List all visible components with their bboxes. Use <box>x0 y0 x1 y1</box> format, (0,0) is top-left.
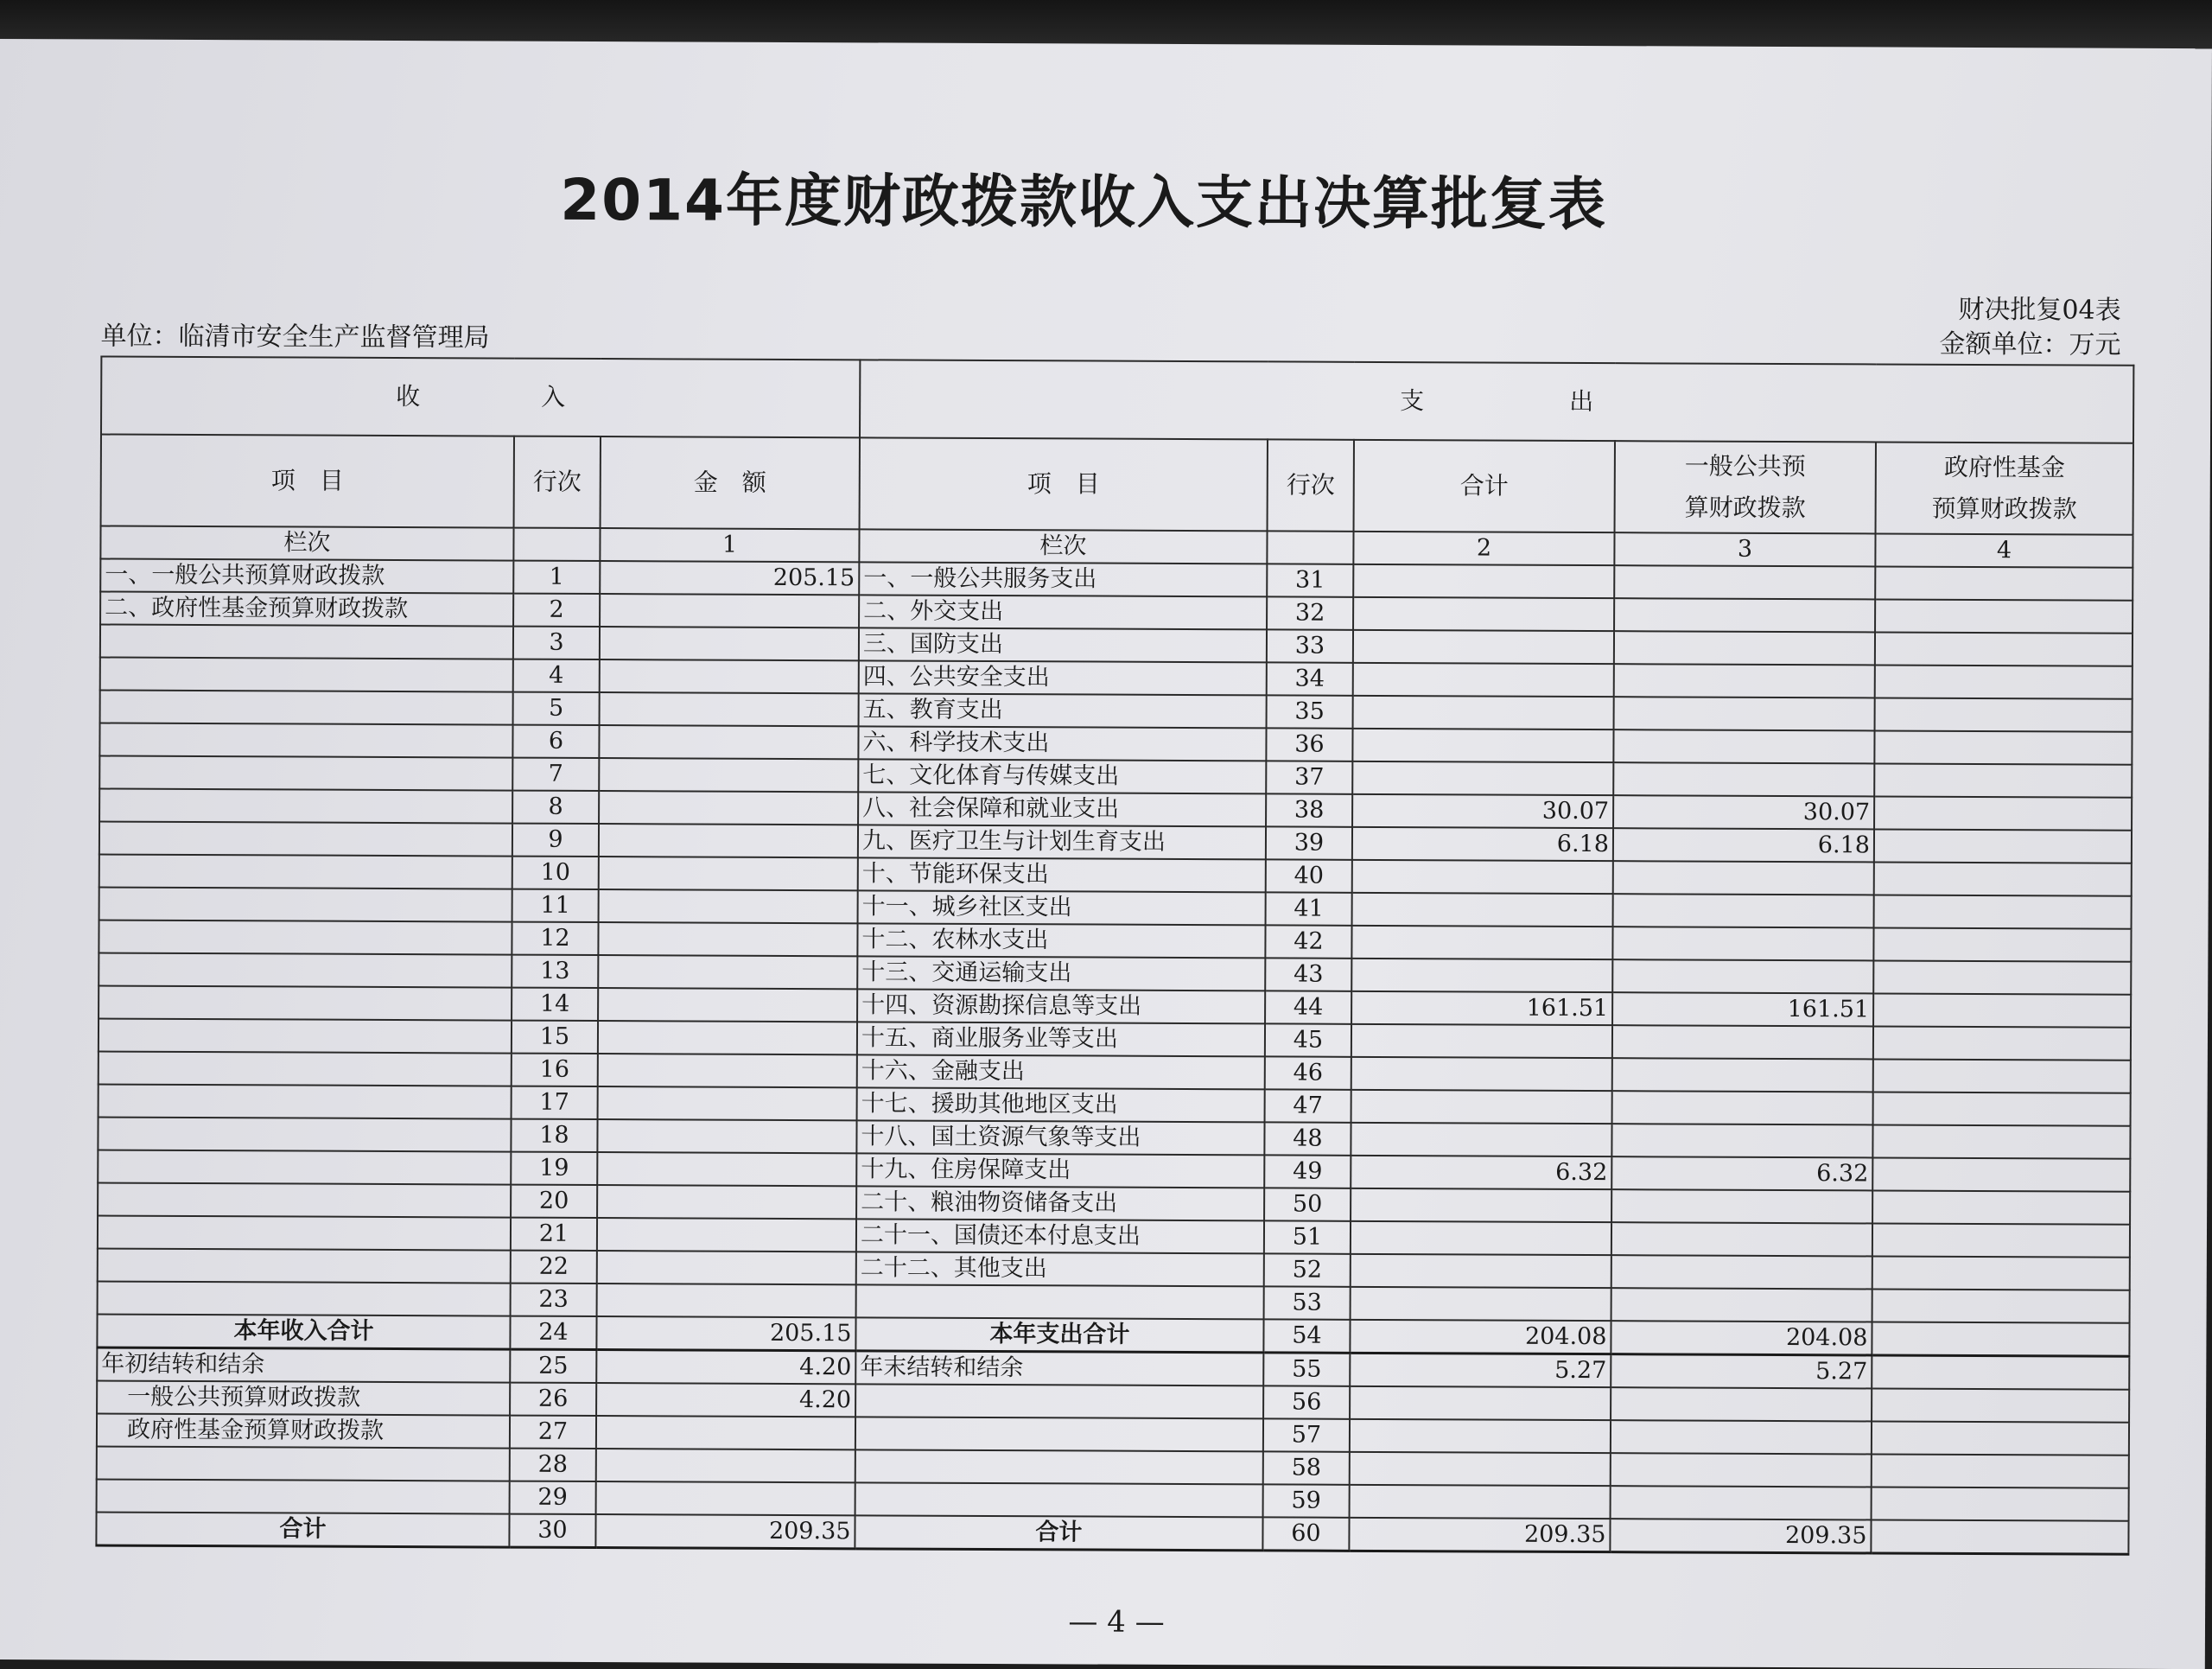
income-row-no-cell: 16 <box>512 1054 598 1086</box>
expense-row-no-cell: 39 <box>1266 826 1352 859</box>
gov-fund-cell <box>1875 632 2133 666</box>
income-item-cell: 政府性基金预算财政拨款 <box>97 1414 510 1449</box>
income-amount-cell: 205.15 <box>596 1316 855 1351</box>
income-row-no-cell: 19 <box>511 1152 597 1185</box>
unit-label: 单位：临清市安全生产监督管理局 <box>100 321 490 354</box>
income-item-cell <box>99 920 512 955</box>
expense-row-no-cell: 41 <box>1266 892 1352 925</box>
income-amount-cell <box>597 1152 856 1186</box>
income-item-cell: 本年收入合计 <box>97 1315 510 1350</box>
income-item-cell: 二、政府性基金预算财政拨款 <box>100 592 513 627</box>
gov-fund-cell <box>1872 1256 2130 1290</box>
gov-fund-cell <box>1875 599 2133 633</box>
income-row-no-cell: 20 <box>511 1185 597 1218</box>
expense-item-cell: 三、国防支出 <box>859 627 1267 662</box>
income-amount-cell <box>599 791 858 825</box>
general-budget-header-line1: 一般公共预 <box>1684 451 1806 481</box>
expense-item-header: 项 目 <box>860 437 1268 531</box>
income-row-no-cell: 13 <box>512 955 598 988</box>
expense-row-no-cell: 46 <box>1265 1056 1351 1089</box>
expense-row-no-cell: 32 <box>1267 596 1353 629</box>
total-cell <box>1352 893 1613 927</box>
gov-fund-cell <box>1873 960 2131 994</box>
general-budget-cell <box>1612 1058 1873 1092</box>
expense-row-no-cell: 60 <box>1262 1517 1349 1551</box>
income-row-no-cell: 30 <box>509 1514 595 1548</box>
income-amount-cell <box>600 594 859 627</box>
income-row-no-header: 行次 <box>514 436 601 528</box>
income-row-no-cell: 12 <box>512 922 598 955</box>
income-item-cell: 合计 <box>96 1513 509 1548</box>
expense-item-cell: 九、医疗卫生与计划生育支出 <box>858 825 1266 859</box>
income-amount-cell <box>599 889 858 923</box>
expense-item-cell: 年末结转和结余 <box>855 1351 1263 1386</box>
income-amount-cell <box>597 1185 856 1219</box>
expense-section-header: 支 出 <box>860 360 2133 443</box>
col-num-2: 2 <box>1353 532 1614 565</box>
income-item-cell <box>99 756 512 791</box>
gov-fund-cell <box>1872 1124 2130 1158</box>
expense-row-no-cell: 54 <box>1263 1319 1350 1353</box>
gov-fund-cell <box>1874 730 2132 764</box>
total-cell <box>1353 696 1614 729</box>
expense-row-no-cell: 44 <box>1265 991 1351 1023</box>
income-row-no-cell: 8 <box>512 791 599 824</box>
total-cell <box>1352 860 1613 894</box>
income-item-cell <box>98 1183 511 1218</box>
gov-fund-cell <box>1872 1289 2130 1322</box>
col-num-blank <box>1267 531 1353 564</box>
total-cell <box>1350 1386 1611 1420</box>
general-budget-cell: 161.51 <box>1612 992 1873 1026</box>
total-cell: 161.51 <box>1351 991 1612 1025</box>
expense-item-cell: 一、一般公共服务支出 <box>859 562 1267 596</box>
general-budget-cell <box>1611 1124 1872 1157</box>
income-section-header: 收 入 <box>101 357 860 438</box>
general-budget-cell <box>1611 1387 1872 1421</box>
income-row-no-cell: 25 <box>510 1349 596 1383</box>
income-row-no-cell: 26 <box>510 1383 596 1416</box>
expense-row-no-cell: 40 <box>1266 859 1352 892</box>
income-amount-cell <box>598 988 857 1022</box>
general-budget-cell <box>1614 697 1875 730</box>
expense-item-cell: 二、外交支出 <box>859 595 1267 629</box>
column-header-row <box>101 435 2133 535</box>
income-amount-cell <box>597 1119 856 1153</box>
col-num-3: 3 <box>1614 532 1875 566</box>
total-cell <box>1353 597 1614 631</box>
income-item-cell <box>99 953 512 988</box>
total-cell <box>1351 1254 1611 1288</box>
general-budget-cell <box>1611 1255 1872 1289</box>
general-budget-cell <box>1611 1222 1872 1256</box>
income-item-cell <box>98 1150 511 1185</box>
gov-fund-cell <box>1873 1059 2131 1092</box>
income-amount-cell: 4.20 <box>596 1350 855 1385</box>
money-unit-label: 金额单位：万元 <box>1939 328 2121 360</box>
gov-fund-header <box>1876 442 2133 534</box>
expense-item-cell <box>855 1449 1263 1484</box>
income-item-cell <box>100 625 513 659</box>
general-budget-cell: 6.32 <box>1611 1156 1872 1190</box>
general-budget-cell: 5.27 <box>1611 1354 1872 1389</box>
income-amount-cell <box>600 692 859 726</box>
expense-item-cell: 四、公共安全支出 <box>859 660 1267 695</box>
gov-fund-header-line1: 政府性基金 <box>1943 452 2065 482</box>
gov-fund-cell <box>1873 1092 2131 1125</box>
income-item-cell: 一般公共预算财政拨款 <box>97 1381 510 1416</box>
expense-item-cell: 十、节能环保支出 <box>858 857 1266 892</box>
income-item-cell <box>99 855 512 889</box>
expense-item-cell: 十四、资源勘探信息等支出 <box>857 989 1265 1023</box>
general-budget-cell <box>1613 762 1874 796</box>
col-label-expense: 栏次 <box>859 529 1267 564</box>
total-cell <box>1351 926 1612 959</box>
general-budget-cell <box>1612 959 1873 993</box>
general-budget-cell <box>1614 664 1875 698</box>
gov-fund-cell <box>1872 1388 2129 1422</box>
general-budget-cell <box>1612 927 1873 960</box>
expense-row-no-cell: 45 <box>1265 1023 1351 1056</box>
expense-item-cell: 六、科学技术支出 <box>858 726 1266 761</box>
gov-fund-cell <box>1872 1322 2129 1356</box>
general-budget-header-line2: 算财政拨款 <box>1684 493 1806 523</box>
income-item-cell <box>99 1085 512 1119</box>
expense-item-cell: 本年支出合计 <box>855 1317 1263 1353</box>
income-row-no-cell: 21 <box>511 1218 597 1251</box>
income-row-no-cell: 4 <box>513 659 600 692</box>
gov-fund-cell <box>1875 665 2133 698</box>
gov-fund-cell <box>1874 763 2132 797</box>
general-budget-header <box>1615 441 1876 533</box>
expense-row-no-cell: 38 <box>1266 793 1352 826</box>
income-row-no-cell: 9 <box>512 824 599 857</box>
total-cell <box>1353 663 1614 697</box>
general-budget-cell <box>1614 598 1875 632</box>
expense-row-no-cell: 56 <box>1263 1386 1350 1418</box>
section-header-row <box>101 357 2133 443</box>
total-cell: 5.27 <box>1350 1353 1611 1387</box>
expense-row-no-cell: 36 <box>1266 728 1352 761</box>
expense-row-no-cell: 57 <box>1263 1418 1350 1451</box>
general-budget-cell: 30.07 <box>1613 795 1874 829</box>
expense-item-cell: 十一、城乡社区支出 <box>858 890 1266 925</box>
income-row-no-cell: 3 <box>513 627 600 659</box>
gov-fund-cell <box>1872 1190 2130 1224</box>
general-budget-cell: 204.08 <box>1611 1321 1872 1355</box>
col-num-blank <box>513 528 600 561</box>
income-amount-cell <box>596 1481 855 1515</box>
expense-item-cell: 十八、国土资源气象等支出 <box>856 1120 1264 1155</box>
income-amount-cell <box>597 1218 856 1252</box>
page-title: 2014年度财政拨款收入支出决算批复表 <box>560 166 1608 239</box>
general-budget-cell <box>1612 1025 1873 1059</box>
expense-row-no-cell: 52 <box>1264 1253 1351 1286</box>
income-item-cell <box>98 1249 511 1284</box>
income-row-no-cell: 7 <box>512 758 599 791</box>
income-amount-cell <box>598 922 857 956</box>
income-amount-cell <box>598 1086 857 1120</box>
expense-item-cell: 十六、金融支出 <box>857 1054 1265 1089</box>
total-cell <box>1352 729 1613 762</box>
gov-fund-cell <box>1872 1487 2129 1520</box>
total-cell <box>1352 761 1613 795</box>
expense-row-no-cell: 50 <box>1264 1188 1351 1220</box>
general-budget-cell <box>1611 1453 1872 1487</box>
expense-item-cell <box>855 1482 1263 1517</box>
expense-item-cell <box>855 1384 1263 1418</box>
expense-row-no-cell: 35 <box>1267 695 1353 728</box>
expense-row-no-cell: 49 <box>1264 1155 1351 1188</box>
income-amount-cell <box>597 1284 856 1317</box>
income-row-no-cell: 28 <box>510 1449 596 1481</box>
general-budget-cell <box>1613 894 1874 927</box>
gov-fund-cell <box>1875 566 2133 600</box>
income-amount-cell <box>598 1054 857 1087</box>
income-item-cell <box>100 691 513 725</box>
income-row-no-cell: 29 <box>510 1481 596 1514</box>
income-row-no-cell: 11 <box>512 889 599 922</box>
expense-item-cell: 十九、住房保障支出 <box>856 1153 1264 1188</box>
total-cell <box>1351 1221 1611 1255</box>
gov-fund-cell <box>1875 698 2133 731</box>
gov-fund-cell <box>1874 862 2132 895</box>
total-cell <box>1353 630 1614 664</box>
income-item-cell <box>100 658 513 692</box>
income-amount-cell <box>596 1449 855 1482</box>
general-budget-cell <box>1613 861 1874 895</box>
income-amount-cell <box>600 659 859 693</box>
expense-row-no-cell: 47 <box>1265 1089 1351 1122</box>
income-item-cell: 一、一般公共预算财政拨款 <box>100 559 513 594</box>
total-cell: 6.32 <box>1351 1156 1611 1189</box>
gov-fund-header-line2: 预算财政拨款 <box>1931 494 2077 524</box>
gov-fund-cell <box>1874 829 2132 863</box>
expense-item-cell: 二十、粮油物资储备支出 <box>856 1186 1264 1220</box>
document-page <box>0 39 2212 1669</box>
income-item-cell <box>98 1216 511 1251</box>
general-budget-cell <box>1614 565 1875 599</box>
income-amount-cell <box>599 758 858 792</box>
income-item-cell <box>99 888 512 922</box>
income-row-no-cell: 1 <box>513 561 600 594</box>
general-budget-cell <box>1611 1420 1872 1454</box>
income-item-cell <box>99 789 512 824</box>
total-cell: 209.35 <box>1349 1518 1610 1552</box>
income-row-no-cell: 17 <box>512 1086 598 1119</box>
total-cell <box>1350 1452 1611 1486</box>
gov-fund-cell <box>1873 993 2131 1027</box>
total-cell <box>1351 1024 1612 1058</box>
income-row-no-cell: 15 <box>512 1021 598 1054</box>
income-row-no-cell: 14 <box>512 988 598 1021</box>
expense-item-cell: 十七、援助其他地区支出 <box>857 1087 1265 1122</box>
total-cell <box>1353 564 1614 598</box>
income-amount-cell <box>597 1251 856 1284</box>
expense-item-cell: 八、社会保障和就业支出 <box>858 792 1266 826</box>
general-budget-cell <box>1614 631 1875 665</box>
gov-fund-cell <box>1871 1519 2128 1554</box>
total-cell <box>1350 1485 1611 1519</box>
gov-fund-cell <box>1874 895 2132 928</box>
general-budget-cell: 6.18 <box>1613 828 1874 862</box>
expense-row-no-cell: 53 <box>1264 1286 1351 1319</box>
income-amount-cell <box>599 725 858 759</box>
general-budget-cell <box>1611 1189 1872 1223</box>
expense-item-cell: 十三、交通运输支出 <box>857 956 1265 991</box>
expense-row-no-cell: 55 <box>1263 1353 1350 1386</box>
income-row-no-cell: 23 <box>511 1284 597 1316</box>
income-item-cell <box>99 1052 512 1086</box>
income-amount-cell <box>598 1021 857 1054</box>
general-budget-cell <box>1611 1486 1872 1519</box>
total-cell: 6.18 <box>1352 827 1613 861</box>
expense-row-no-cell: 42 <box>1265 925 1351 958</box>
expense-item-cell: 七、文化体育与传媒支出 <box>858 759 1266 793</box>
income-row-no-cell: 18 <box>511 1119 597 1152</box>
income-row-no-cell: 5 <box>513 692 600 725</box>
total-cell <box>1351 1057 1612 1091</box>
income-item-cell: 年初结转和结余 <box>97 1347 510 1383</box>
total-cell <box>1351 1287 1611 1321</box>
income-row-no-cell: 10 <box>512 857 599 889</box>
col-num-4: 4 <box>1875 533 2133 567</box>
total-cell: 30.07 <box>1352 794 1613 828</box>
expense-row-no-cell: 58 <box>1263 1451 1350 1484</box>
total-cell: 204.08 <box>1350 1320 1611 1354</box>
income-item-cell <box>98 1282 511 1316</box>
gov-fund-cell <box>1872 1223 2130 1257</box>
gov-fund-cell <box>1874 796 2132 830</box>
total-cell <box>1351 1123 1611 1156</box>
expense-item-cell <box>855 1417 1263 1451</box>
income-amount-cell: 205.15 <box>600 561 859 595</box>
total-header: 合计 <box>1354 440 1615 532</box>
col-label-income: 栏次 <box>100 526 513 561</box>
income-amount-cell <box>598 955 857 989</box>
gov-fund-cell <box>1872 1157 2130 1191</box>
expense-row-no-cell: 31 <box>1267 564 1353 596</box>
income-item-cell <box>99 723 512 758</box>
expense-row-no-header: 行次 <box>1268 439 1354 531</box>
expense-item-cell: 十五、商业服务业等支出 <box>857 1022 1265 1056</box>
gov-fund-cell <box>1872 1454 2129 1487</box>
expense-item-cell: 合计 <box>855 1515 1262 1551</box>
expense-item-cell: 二十二、其他支出 <box>856 1252 1264 1286</box>
general-budget-cell <box>1611 1288 1872 1322</box>
expense-row-no-cell: 43 <box>1265 958 1351 991</box>
income-amount-cell <box>599 824 858 857</box>
income-amount-cell <box>599 857 858 890</box>
expense-item-cell <box>856 1284 1264 1319</box>
expense-row-no-cell: 37 <box>1266 761 1352 793</box>
expense-row-no-cell: 48 <box>1264 1122 1351 1155</box>
income-item-cell <box>98 1118 511 1152</box>
total-cell <box>1351 1188 1611 1222</box>
total-cell <box>1351 1090 1612 1124</box>
income-amount-header: 金 额 <box>601 436 860 529</box>
income-item-cell <box>99 1019 512 1054</box>
expense-row-no-cell: 33 <box>1267 629 1353 662</box>
income-row-no-cell: 22 <box>511 1251 597 1284</box>
income-item-cell <box>99 822 512 857</box>
income-item-cell <box>99 986 512 1021</box>
income-item-header: 项 目 <box>101 435 514 528</box>
expense-item-cell: 二十一、国债还本付息支出 <box>856 1219 1264 1253</box>
form-number: 财决批复04表 <box>1958 294 2121 326</box>
col-num-1: 1 <box>600 528 859 562</box>
income-item-cell <box>97 1447 510 1481</box>
budget-table <box>95 356 2134 1556</box>
expense-item-cell: 五、教育支出 <box>859 693 1267 728</box>
income-row-no-cell: 27 <box>510 1416 596 1449</box>
gov-fund-cell <box>1872 1355 2129 1390</box>
gov-fund-cell <box>1872 1421 2129 1455</box>
expense-row-no-cell: 51 <box>1264 1220 1351 1253</box>
expense-row-no-cell: 59 <box>1263 1484 1350 1517</box>
general-budget-cell: 209.35 <box>1610 1519 1871 1553</box>
income-amount-cell: 209.35 <box>595 1514 855 1549</box>
income-amount-cell: 4.20 <box>596 1383 855 1417</box>
income-amount-cell <box>600 627 859 660</box>
expense-item-cell: 十二、农林水支出 <box>857 923 1265 958</box>
general-budget-cell <box>1613 729 1874 763</box>
income-item-cell <box>97 1480 510 1514</box>
total-cell <box>1350 1419 1611 1453</box>
income-row-no-cell: 24 <box>510 1316 596 1350</box>
income-amount-cell <box>596 1416 855 1449</box>
page-number: — 4 — <box>1068 1604 1165 1640</box>
general-budget-cell <box>1612 1091 1873 1124</box>
total-cell <box>1351 959 1612 992</box>
income-row-no-cell: 2 <box>513 594 600 627</box>
expense-row-no-cell: 34 <box>1267 662 1353 695</box>
gov-fund-cell <box>1873 1026 2131 1060</box>
gov-fund-cell <box>1873 927 2131 961</box>
income-row-no-cell: 6 <box>512 725 599 758</box>
